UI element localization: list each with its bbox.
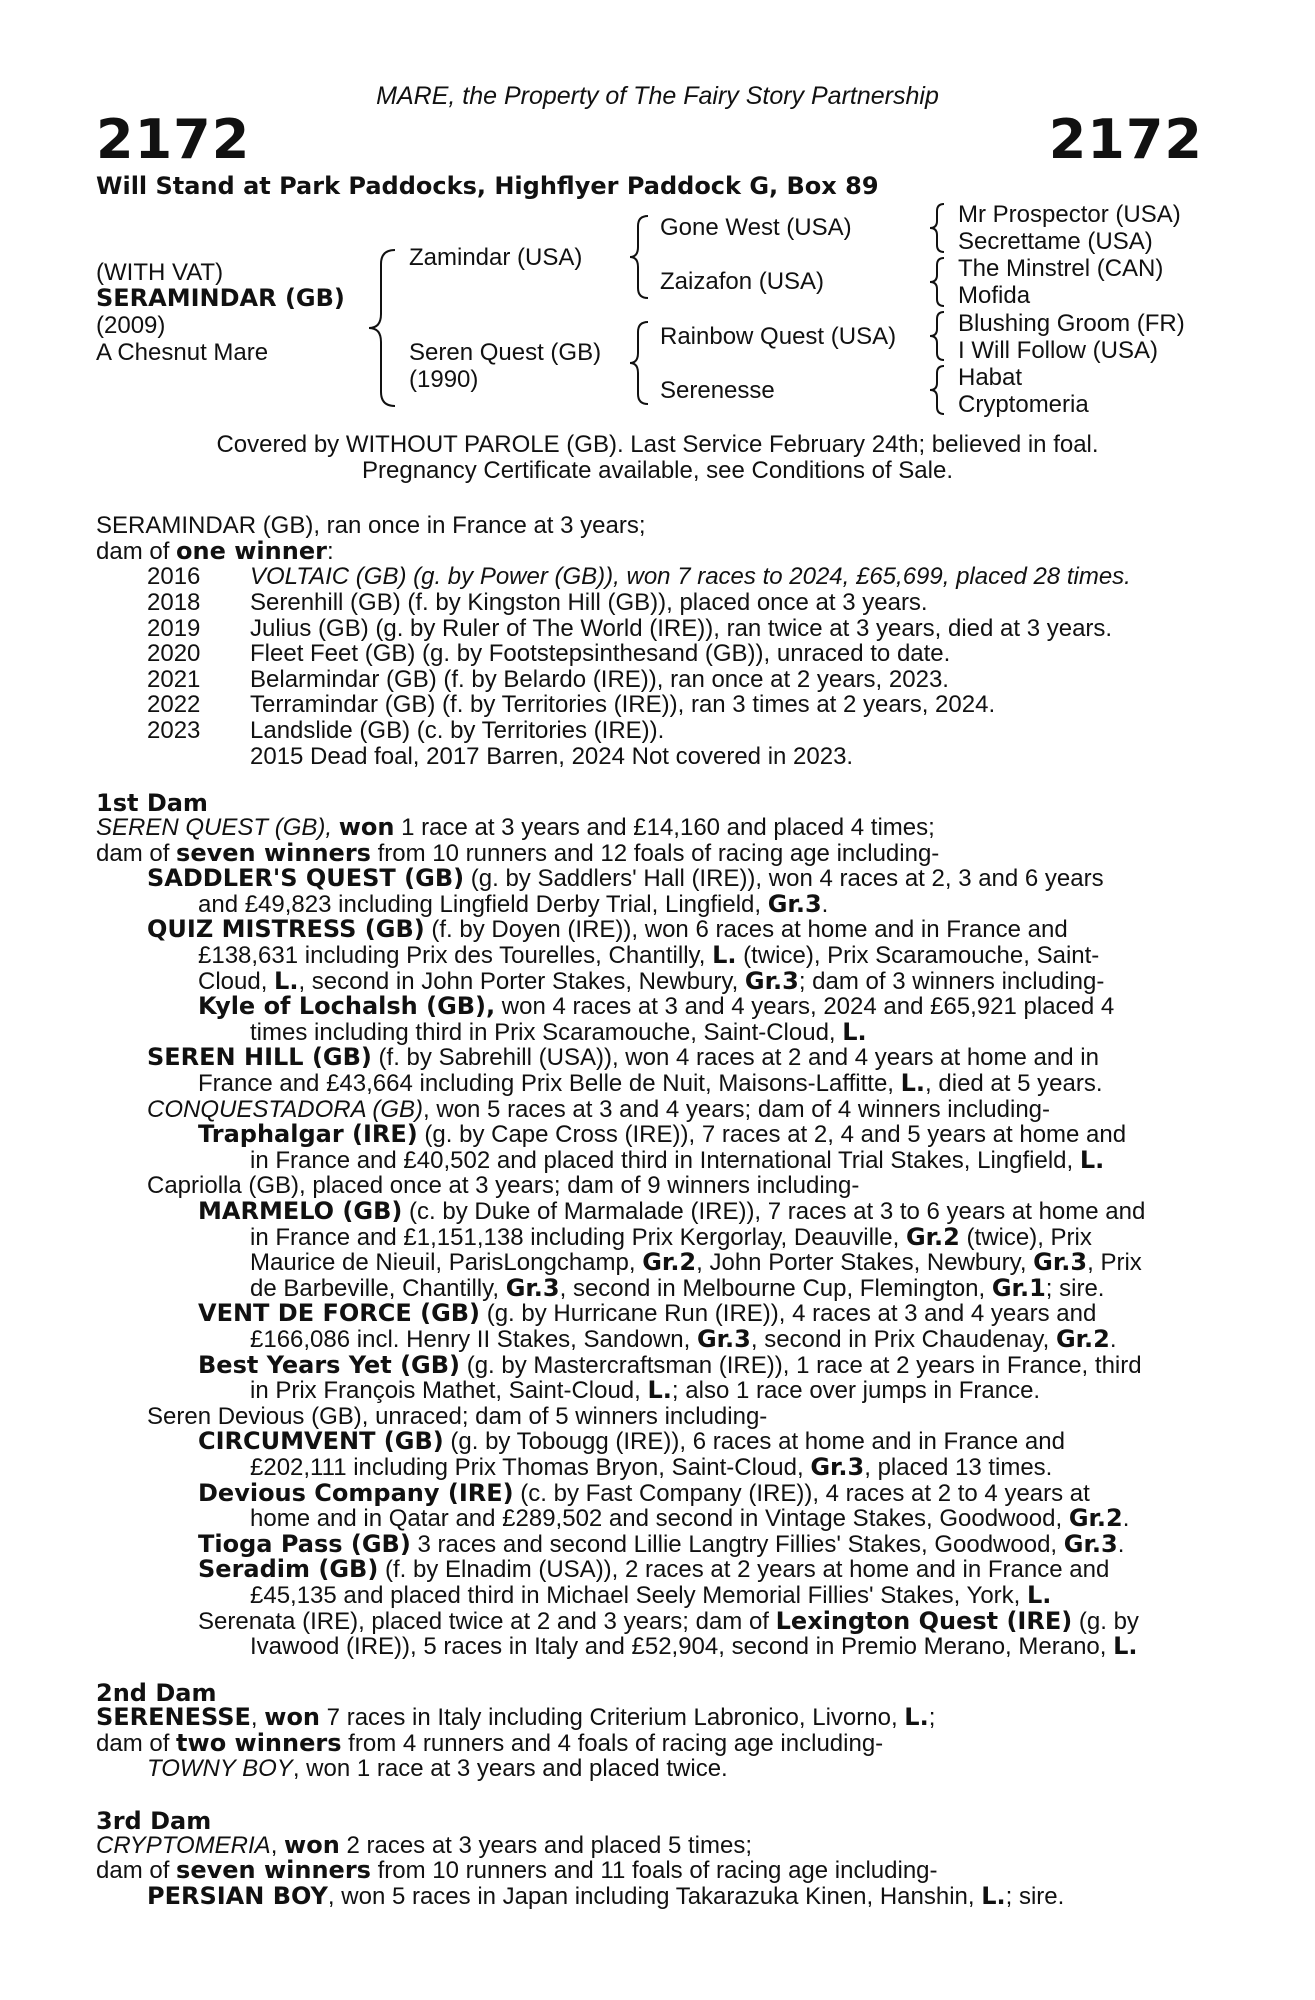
covered-line-2: Pregnancy Certificate available, see Conditions of Sale. — [362, 457, 953, 484]
progeny-entry: £138,631 including Prix des Tourelles, Chantilly, L. (twice), Prix Scaramouche, Saint- — [198, 941, 1100, 969]
mare-race-record: SERAMINDAR (GB), ran once in France at 3 years; — [96, 512, 646, 539]
produce-entry: Serenhill (GB) (f. by Kingston Hill (GB)), placed once at 3 years. — [250, 589, 928, 616]
progeny-entry: £45,135 and placed third in Michael Seely Memorial Fillies' Stakes, York, L. — [250, 1581, 1052, 1609]
brace-dd — [928, 364, 948, 416]
progeny-entry: Ivawood (IRE)), 5 races in Italy and £52,904, second in Premio Merano, Merano, L. — [250, 1632, 1138, 1660]
second-dam-line: TOWNY BOY, won 1 race at 3 years and placed twice. — [147, 1755, 728, 1782]
pedigree-dsd: I Will Follow (USA) — [958, 337, 1159, 364]
second-dam-line: dam of two winners from 4 runners and 4 foals of racing age including- — [96, 1729, 884, 1757]
progeny-entry: times including third in Prix Scaramouche, Saint-Cloud, L. — [250, 1018, 867, 1046]
produce-entry: Landslide (GB) (c. by Territories (IRE)). — [250, 717, 665, 744]
produce-year: 2023 — [147, 717, 201, 744]
pedigree-ddd: Cryptomeria — [958, 391, 1089, 418]
third-dam-line: PERSIAN BOY, won 5 races in Japan including Takarazuka Kinen, Hanshin, L.; sire. — [147, 1882, 1065, 1910]
lot-number-left: 2172 — [96, 108, 251, 171]
progeny-entry: SEREN HILL (GB) (f. by Sabrehill (USA)), won 4 races at 2 and 4 years at home and in — [147, 1043, 1099, 1071]
horse-name: SERAMINDAR (GB) — [96, 284, 345, 312]
pedigree-dam: Seren Quest (GB) — [409, 339, 602, 366]
produce-year: 2018 — [147, 589, 201, 616]
progeny-entry: in France and £40,502 and placed third in International Trial Stakes, Lingfield, L. — [250, 1146, 1105, 1174]
progeny-entry: Cloud, L., second in John Porter Stakes, Newbury, Gr.3; dam of 3 winners including- — [198, 967, 1105, 995]
pedigree-sdd: Mofida — [958, 282, 1031, 309]
third-dam-line: CRYPTOMERIA, won 2 races at 3 years and placed 5 times; — [96, 1831, 753, 1859]
pedigree-sire-sire: Gone West (USA) — [660, 214, 852, 241]
progeny-entry: Devious Company (IRE) (c. by Fast Company (IRE)), 4 races at 2 to 4 years at — [198, 1479, 1090, 1507]
produce-year: 2021 — [147, 666, 201, 693]
progeny-entry: MARMELO (GB) (c. by Duke of Marmalade (IRE)), 7 races at 3 to 6 years at home and — [198, 1197, 1146, 1225]
produce-entry: Fleet Feet (GB) (g. by Footstepsinthesand (GB)), unraced to date. — [250, 640, 951, 667]
first-dam-heading: 1st Dam — [96, 789, 208, 817]
produce-year: 2016 — [147, 563, 201, 590]
produce-entry: Julius (GB) (g. by Ruler of The World (IRE)), ran twice at 3 years, died at 3 years. — [250, 615, 1113, 642]
pedigree-sss: Mr Prospector (USA) — [958, 201, 1181, 228]
brace-sire — [628, 214, 652, 300]
brace-ds — [928, 310, 948, 362]
progeny-entry: France and £43,664 including Prix Belle de Nuit, Maisons-Laffitte, L., died at 5 years. — [198, 1069, 1103, 1097]
progeny-entry: Maurice de Nieuil, ParisLongchamp, Gr.2, John Porter Stakes, Newbury, Gr.3, Prix — [250, 1248, 1142, 1276]
brace-ss — [928, 202, 948, 254]
produce-year: 2020 — [147, 640, 201, 667]
second-dam-line: SERENESSE, won 7 races in Italy including Criterium Labronico, Livorno, L.; — [96, 1703, 936, 1731]
pedigree-horse-name — [96, 285, 345, 312]
pedigree-ssd: Secrettame (USA) — [958, 228, 1153, 255]
pedigree-dam-sire: Rainbow Quest (USA) — [660, 323, 897, 350]
brace-sd — [928, 256, 948, 308]
progeny-entry: home and in Qatar and £289,502 and second in Vintage Stakes, Goodwood, Gr.2. — [250, 1504, 1130, 1532]
covered-line-1: Covered by WITHOUT PAROLE (GB). Last Service February 24th; believed in foal. — [216, 431, 1099, 458]
pedigree-year: (2009) — [96, 312, 166, 339]
progeny-entry: Kyle of Lochalsh (GB), won 4 races at 3 and 4 years, 2024 and £65,921 placed 4 — [198, 992, 1115, 1020]
progeny-entry: £202,111 including Prix Thomas Bryon, Saint-Cloud, Gr.3, placed 13 times. — [250, 1453, 1053, 1481]
pedigree-dss: Blushing Groom (FR) — [958, 310, 1185, 337]
progeny-entry: de Barbeville, Chantilly, Gr.3, second in Melbourne Cup, Flemington, Gr.1; sire. — [250, 1274, 1105, 1302]
second-dam-heading: 2nd Dam — [96, 1679, 217, 1707]
pedigree-vat: (WITH VAT) — [96, 259, 224, 286]
produce-year: 2022 — [147, 691, 201, 718]
progeny-entry: Tioga Pass (GB) 3 races and second Lillie Langtry Fillies' Stakes, Goodwood, Gr.3. — [198, 1530, 1125, 1558]
produce-note: 2015 Dead foal, 2017 Barren, 2024 Not covered in 2023. — [250, 743, 854, 770]
progeny-entry: Seradim (GB) (f. by Elnadim (USA)), 2 races at 2 years at home and in France and — [198, 1555, 1110, 1583]
progeny-entry: £166,086 incl. Henry II Stakes, Sandown, Gr.3, second in Prix Chaudenay, Gr.2. — [250, 1325, 1117, 1353]
progeny-entry: SADDLER'S QUEST (GB) (g. by Saddlers' Hall (IRE)), won 4 races at 2, 3 and 6 years — [147, 864, 1104, 892]
produce-entry: Terramindar (GB) (f. by Territories (IRE)), ran 3 times at 2 years, 2024. — [250, 691, 996, 718]
brace-dam — [628, 320, 652, 406]
covered-statement — [0, 432, 1315, 484]
progeny-entry: Traphalgar (IRE) (g. by Cape Cross (IRE)), 7 races at 2, 4 and 5 years at home and — [198, 1120, 1127, 1148]
progeny-entry: Capriolla (GB), placed once at 3 years; dam of 9 winners including- — [147, 1172, 860, 1199]
progeny-entry: Serenata (IRE), placed twice at 2 and 3 years; dam of Lexington Quest (IRE) (g. by — [198, 1607, 1139, 1635]
progeny-entry: Best Years Yet (GB) (g. by Mastercraftsman (IRE)), 1 race at 2 years in France, third — [198, 1351, 1142, 1379]
progeny-entry: QUIZ MISTRESS (GB) (f. by Doyen (IRE)), won 6 races at home and in France and — [147, 915, 1068, 943]
property-line: MARE, the Property of The Fairy Story Partnership — [376, 82, 939, 110]
produce-entry: Belarmindar (GB) (f. by Belardo (IRE)), ran once at 2 years, 2023. — [250, 666, 949, 693]
lot-number-right: 2172 — [1048, 108, 1203, 171]
mare-dam-of: dam of one winner: — [96, 537, 334, 565]
stand-location: Will Stand at Park Paddocks, Highflyer Paddock G, Box 89 — [96, 172, 879, 200]
brace-main — [365, 248, 399, 408]
pedigree-sds: The Minstrel (CAN) — [958, 255, 1164, 282]
pedigree-dds: Habat — [958, 364, 1023, 391]
progeny-entry: in Prix François Mathet, Saint-Cloud, L.; also 1 race over jumps in France. — [250, 1376, 1041, 1404]
progeny-entry: and £49,823 including Lingfield Derby Trial, Lingfield, Gr.3. — [198, 890, 829, 918]
pedigree-sire-dam: Zaizafon (USA) — [660, 268, 825, 295]
progeny-entry: Seren Devious (GB), unraced; dam of 5 winners including- — [147, 1403, 768, 1430]
pedigree-description: A Chesnut Mare — [96, 339, 269, 366]
produce-year: 2019 — [147, 615, 201, 642]
pedigree-dam-year: (1990) — [409, 366, 479, 393]
progeny-entry: CONQUESTADORA (GB), won 5 races at 3 and 4 years; dam of 4 winners including- — [147, 1096, 1051, 1123]
first-dam-line: dam of seven winners from 10 runners and 12 foals of racing age including- — [96, 839, 940, 867]
progeny-entry: VENT DE FORCE (GB) (g. by Hurricane Run (IRE)), 4 races at 3 and 4 years and — [198, 1299, 1097, 1327]
first-dam-line: SEREN QUEST (GB), won 1 race at 3 years and £14,160 and placed 4 times; — [96, 813, 935, 841]
produce-entry: VOLTAIC (GB) (g. by Power (GB)), won 7 races to 2024, £65,699, placed 28 times. — [250, 563, 1131, 590]
progeny-entry: in France and £1,151,138 including Prix Kergorlay, Deauville, Gr.2 (twice), Prix — [250, 1223, 1092, 1251]
pedigree-dam-dam: Serenesse — [660, 377, 775, 404]
progeny-entry: CIRCUMVENT (GB) (g. by Tobougg (IRE)), 6 races at home and in France and — [198, 1427, 1065, 1455]
third-dam-heading: 3rd Dam — [96, 1807, 212, 1835]
third-dam-line: dam of seven winners from 10 runners and 11 foals of racing age including- — [96, 1856, 938, 1884]
pedigree-sire: Zamindar (USA) — [409, 244, 583, 271]
